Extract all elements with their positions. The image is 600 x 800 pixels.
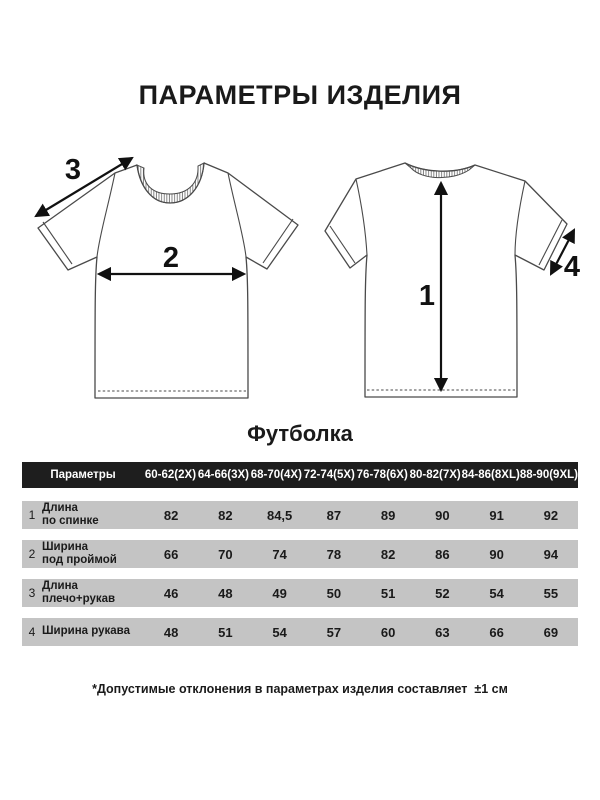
value-cell: 89: [380, 507, 396, 523]
header-cell-size: 64-66(3X): [197, 469, 249, 481]
value-cell: 48: [218, 585, 233, 601]
value-cell: 82: [163, 507, 179, 523]
value-cell: 82: [380, 546, 396, 562]
row-number: 1: [28, 508, 36, 522]
value-cell: 74: [272, 546, 287, 562]
tshirt-back-diagram: [300, 145, 590, 405]
value-cell: 52: [435, 585, 450, 601]
value-cell: 94: [543, 546, 559, 562]
value-cell: 55: [543, 585, 559, 601]
header-cell-params: Параметры: [50, 469, 116, 481]
row-label: Длина по спинке: [42, 501, 99, 527]
value-cell: 66: [163, 546, 179, 562]
measure-label-shoulder-sleeve: 3: [64, 154, 82, 186]
table-row: [22, 579, 578, 607]
row-number: 4: [28, 625, 36, 639]
value-cell: 91: [489, 507, 504, 523]
value-cell: 60: [380, 624, 396, 640]
value-cell: 87: [326, 507, 342, 523]
product-name: Футболка: [247, 421, 353, 446]
header-cell-size: 60-62(2X): [144, 469, 197, 481]
value-cell: 54: [489, 585, 504, 601]
row-label: Ширина под проймой: [42, 540, 117, 566]
value-cell: 84,5: [266, 507, 293, 523]
value-cell: 92: [543, 507, 559, 523]
row-label: Ширина рукава: [42, 625, 130, 638]
value-cell: 51: [218, 624, 233, 640]
row-label: Длина плечо+рукав: [42, 579, 116, 605]
table-row: [22, 618, 578, 646]
size-table: [22, 462, 578, 657]
header-cell-size: 84-86(8XL): [461, 469, 520, 481]
value-cell: 90: [435, 507, 450, 523]
table-header-row: [22, 462, 578, 488]
measure-label-sleeve-width: 4: [563, 251, 581, 283]
value-cell: 82: [218, 507, 233, 523]
header-cell-size: 72-74(5X): [303, 469, 355, 481]
value-cell: 54: [272, 624, 287, 640]
page-title: ПАРАМЕТРЫ ИЗДЕЛИЯ: [138, 80, 462, 110]
row-number: 3: [28, 586, 36, 600]
value-cell: 49: [272, 585, 287, 601]
value-cell: 66: [489, 624, 504, 640]
value-cell: 50: [326, 585, 342, 601]
header-cell-size: 88-90(9XL): [519, 469, 578, 481]
value-cell: 46: [163, 585, 179, 601]
value-cell: 78: [326, 546, 342, 562]
measure-label-back-length: 1: [418, 280, 436, 312]
value-cell: 69: [543, 624, 559, 640]
table-row: [22, 501, 578, 529]
header-cell-size: 76-78(6X): [356, 469, 408, 481]
tolerance-footnote: *Допустимые отклонения в параметрах изделия составляет ±1 см: [92, 682, 508, 696]
measure-label-chest-width: 2: [162, 242, 180, 274]
header-cell-size: 80-82(7X): [409, 469, 461, 481]
row-number: 2: [28, 547, 36, 561]
value-cell: 48: [163, 624, 179, 640]
value-cell: 86: [435, 546, 450, 562]
value-cell: 70: [218, 546, 233, 562]
tshirt-back-outline: [325, 163, 567, 397]
value-cell: 57: [326, 624, 342, 640]
header-cell-size: 68-70(4X): [250, 469, 302, 481]
table-row: [22, 540, 578, 568]
value-cell: 51: [380, 585, 396, 601]
value-cell: 63: [435, 624, 450, 640]
value-cell: 90: [489, 546, 504, 562]
tshirt-front-diagram: [20, 145, 310, 405]
